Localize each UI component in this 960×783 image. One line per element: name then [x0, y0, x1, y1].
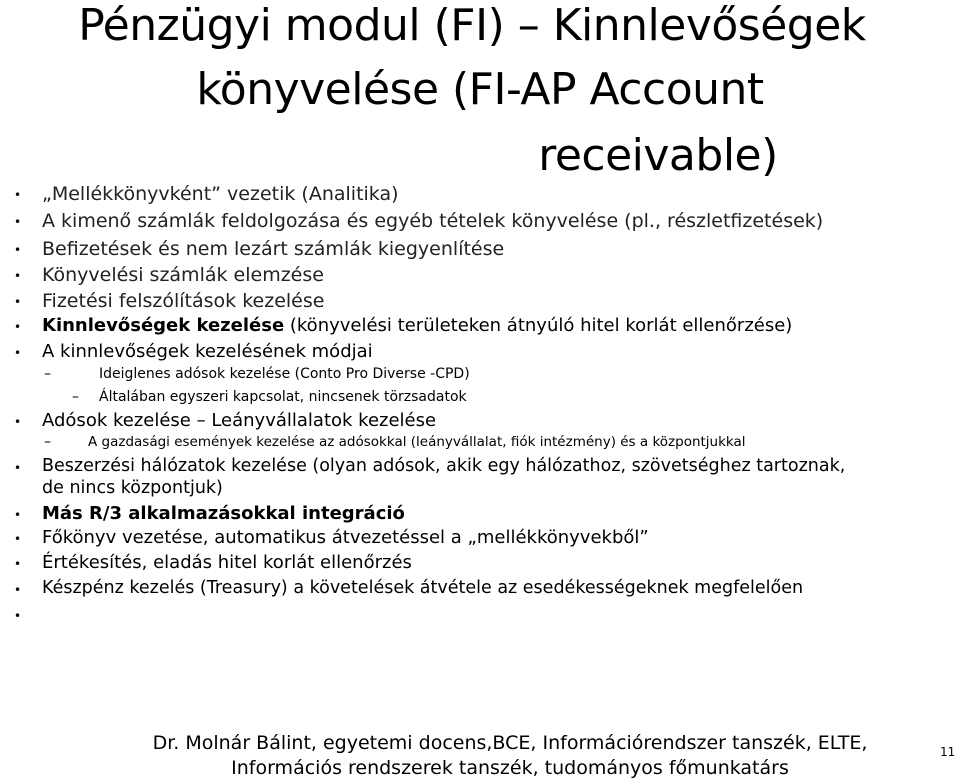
bullet-text: Értékesítés, eladás hitel korlát ellenőrzés: [42, 552, 412, 573]
bullet-text: Beszerzési hálózatok kezelése (olyan adósok, akik egy hálózathoz, szövetséghez tartoznak,: [42, 456, 846, 476]
dash-marker: –: [72, 389, 79, 405]
bullet-text: Adósok kezelése – Leányvállalatok kezelése: [42, 410, 437, 431]
sub-item-text: Ideiglenes adósok kezelése (Conto Pro Diverse -CPD): [99, 366, 470, 382]
footer-line-2: Információs rendszerek tanszék, tudományos főmunkatárs: [231, 757, 789, 779]
bullet-dot: •: [14, 583, 22, 597]
bullet-text: Más R/3 alkalmazásokkal integráció: [42, 503, 405, 524]
bullet-text: Fizetési felszólítások kezelése: [42, 290, 325, 312]
slide-title-line-1: Pénzügyi modul (FI) – Kinnlevőségek: [78, 0, 866, 51]
bullet-text: A kinnlevőségek kezelésének módjai: [42, 341, 373, 362]
sub-item-text: Általában egyszeri kapcsolat, nincsenek törzsadatok: [99, 389, 467, 405]
bullet-dot: •: [14, 508, 22, 522]
bullet-dot: •: [14, 188, 22, 202]
bullet-text: „Mellékkönyvként” vezetik (Analitika): [42, 183, 399, 205]
slide-title-line-2: könyvelése (FI-AP Account: [196, 64, 764, 115]
bullet-text: Befizetések és nem lezárt számlák kiegyenlítése: [42, 238, 505, 260]
bullet-dot: •: [14, 415, 22, 429]
sub-item-text: A gazdasági események kezelése az adósokkal (leányvállalat, fiók intézmény) és a központjukkal: [88, 434, 746, 450]
bullet-text: Főkönyv vezetése, automatikus átvezetéssel a „mellékkönyvekből”: [42, 527, 649, 548]
bullet-text-continuation: de nincs központjuk): [42, 478, 223, 498]
bullet-dot: •: [14, 243, 22, 257]
bullet-dot: •: [14, 295, 22, 309]
bullet-text: A kimenő számlák feldolgozása és egyéb tételek könyvelése (pl., részletfizetések): [42, 210, 824, 232]
bullet-dot: •: [14, 557, 22, 571]
bullet-dot: •: [14, 609, 22, 623]
bullet-text-rest: (könyvelési területeken átnyúló hitel korlát ellenőrzése): [284, 315, 793, 336]
dash-marker: –: [44, 366, 51, 382]
slide-title-line-3: receivable): [538, 130, 778, 181]
bullet-text: Készpénz kezelés (Treasury) a követelések átvétele az esedékességeknek megfelelően: [42, 578, 804, 598]
bold-phrase: Kinnlevőségek kezelése: [42, 315, 285, 336]
bullet-text: Könyvelési számlák elemzése: [42, 264, 324, 286]
bullet-dot: •: [14, 215, 22, 229]
bullet-dot: •: [14, 346, 22, 360]
dash-marker: –: [44, 434, 51, 450]
bullet-text: [42, 315, 792, 336]
bullet-dot: •: [14, 461, 22, 475]
page-number: 11: [940, 745, 956, 759]
footer-line-1: Dr. Molnár Bálint, egyetemi docens,BCE, Információrendszer tanszék, ELTE,: [152, 732, 868, 754]
bullet-dot: •: [14, 532, 22, 546]
bullet-dot: •: [14, 320, 22, 334]
bullet-dot: •: [14, 269, 22, 283]
